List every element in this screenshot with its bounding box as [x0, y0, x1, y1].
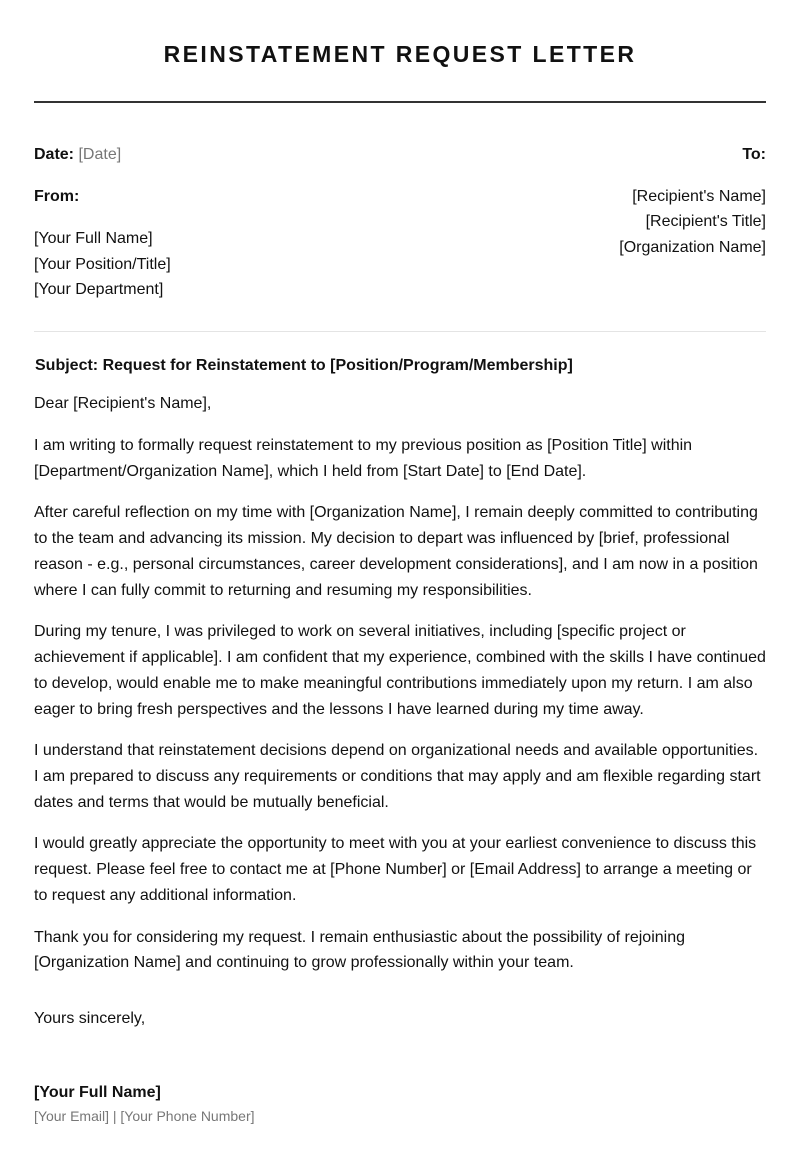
- signature-name: [Your Full Name]: [34, 1084, 161, 1102]
- spacer: [34, 168, 171, 184]
- closing-line: Yours sincerely,: [34, 1010, 146, 1028]
- sender-block: [34, 142, 171, 303]
- recipient-name: [Recipient's Name]: [632, 187, 766, 205]
- letter-body: [34, 391, 766, 1032]
- body-paragraph-1: I am writing to formally request reinstatement to my previous position as [Position Title] within [Department/Organization Name], which I held from [Start Date] to [End Date].: [34, 436, 693, 480]
- to-label: To:: [742, 146, 766, 163]
- from-label: From:: [34, 187, 80, 205]
- recipient-title: [Recipient's Title]: [645, 213, 766, 230]
- date-value: [Date]: [78, 146, 122, 163]
- body-paragraph-6: Thank you for considering my request. I remain enthusiastic about the possibility of rejoining [Organization Name] and continuing to grow professionally within your team.: [34, 928, 686, 972]
- title-divider: [34, 101, 766, 103]
- date-line: [34, 142, 171, 168]
- salutation: Dear [Recipient's Name],: [34, 395, 212, 413]
- subject-line: Subject: Request for Reinstatement to [Position/Program/Membership]: [35, 356, 573, 374]
- sender-name: [Your Full Name]: [34, 230, 153, 247]
- letter-header: [34, 142, 766, 303]
- recipient-block: [619, 142, 766, 303]
- spacer: [34, 209, 171, 226]
- body-paragraph-3: During my tenure, I was privileged to work on several initiatives, including [specific project or achievement if applicable]. I am confident that my experience, combined with the skills I have continued to develop, would enable me to make meaningful contributions immediately upon my return. I am also eager to bring fresh perspectives and the lessons I have learned during my time away.: [34, 623, 766, 718]
- recipient-organization: [Organization Name]: [619, 238, 766, 256]
- sender-department: [Your Department]: [34, 281, 164, 298]
- signature-contact: [Your Email] | [Your Phone Number]: [34, 1108, 255, 1125]
- sender-position: [Your Position/Title]: [34, 255, 171, 273]
- document-title: REINSTATEMENT REQUEST LETTER: [163, 41, 637, 67]
- spacer: [619, 168, 766, 184]
- body-paragraph-4: I understand that reinstatement decisions depend on organizational needs and available opportunities. I am prepared to discuss any requirements or conditions that may apply and am flexible regarding start dates and terms that would be mutually beneficial.: [34, 742, 761, 811]
- body-paragraph-2: After careful reflection on my time with [Organization Name], I remain deeply committed to contributing to the team and advancing its mission. My decision to depart was influenced by [brief, professional reason - e.g., personal circumstances, career development considerations], and I am now in a position where I can fully commit to returning and resuming my responsibilities.: [34, 504, 758, 599]
- date-label: Date:: [34, 146, 75, 163]
- body-paragraph-5: I would greatly appreciate the opportunity to meet with you at your earliest convenience to discuss this request. Please feel free to contact me at [Phone Number] or [Email Address] to arrange a meeting or to request any additional information.: [34, 835, 757, 905]
- section-divider: [34, 331, 766, 332]
